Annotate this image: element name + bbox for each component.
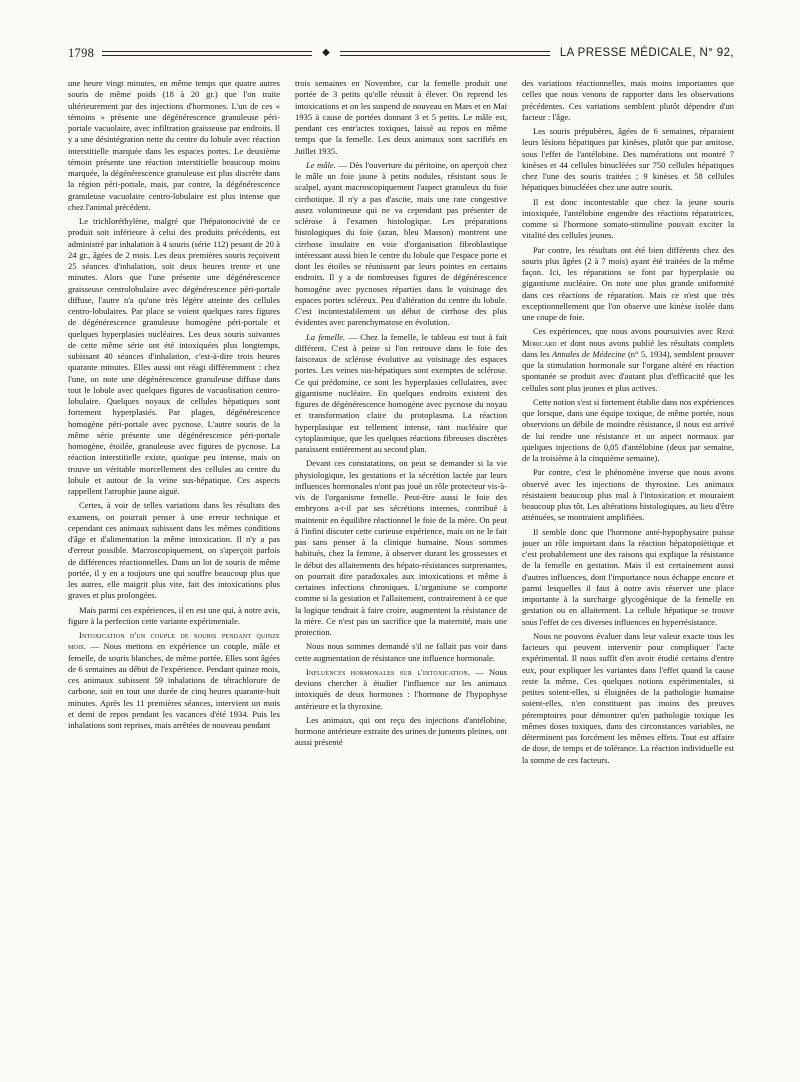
paragraph xyxy=(295,667,507,712)
paragraph-text: — Nous devions chercher à étudier l'influence sur les animaux intoxiqués de deux hormones : l'hormone de l'hypophyse antérieure et la thyroxine. xyxy=(295,666,507,711)
paragraph xyxy=(68,630,280,731)
column-right xyxy=(522,78,734,1068)
paragraph: Devant ces constatations, on peut se demander si la vie physiologique, les gestations et la sécrétion lactée par leurs influences hormonales n'ont pas joué un rôle protecteur vis-à-vis de l'organisme femelle. Peut-être aussi le foie des embryons a-t-il par ses sécrétions internes, contribué à maintenir en équilibre réactionnel le foie de la mère. On peut à l'infini discuter cette curieuse expérience, mais on ne le fait pas sans penser à la clinique humaine. Nous sommes habitués, chez la femme, à observer durant les grossesses et le début des allaitements des hépato-résistances surprenantes, on pourrait dire paradoxales aux intoxications et même à certaines infections chroniques. L'organisme se comporte comme si la gestation et l'allaitement, contrairement à ce que la logique tendrait à faire croire, augmentent la résistance de la mère. Ce n'est pas un sacrifice que la maternité, mais une protection. xyxy=(295,458,507,637)
paragraph: Le trichloréthylène, malgré que l'hépatonocivité de ce produit soit inférieure à celui des produits précédents, est administré par inhalation à 4 souris (série 112) pesant de 20 à 24 gr., âgées de 2 mois. Les deux premières souris reçoivent 25 séances d'inhalation, soit deux heures trente et une minutes. Alors que l'une présente une dégénérescence graisseuse centrolobulaire avec dégénérescence péri-portale diffuse, l'autre n'a qu'une très légère atteinte des cellules centro-lobulaires. Par place se voient quelques rares figures de dégénérescence granuleuse homogène péri-portale et quelques hyperplasies nucléaires. Les deux souris suivantes de cette même série ont été intoxiquées plus longtemps, subissant 40 séances d'inhalation, c'est-à-dire trois heures quarante minutes. Elles aussi ont réagi différemment : chez l'une, on note une dégénérescence granuleuse diffuse dans tout le lobule avec quelques figures de vacuolisation centro-lobulaire. Quelques noyaux de cellules hépatiques sont fortement hyperplasiés. Par plages, dégénérescence homogène péri-portale avec pycnose. L'autre souris de la même série présente une dégénérescence péri-portale homogène, étoilée, granuleuse avec figures de pycnose. La réaction interstitielle existe, quoique peu intense, mais on trouve un véritable morcellement des cellules au centre du lobule et autour de la veine sus-hépatique. Ces aspects rappellent l'atrophie jaune aiguë. xyxy=(68,216,280,496)
paragraph-text: — Chez la femelle, le tableau est tout à fait différent. C'est à peine si l'on retrouve dans le foie des faisceaux de sclérose évolutive au voisinage des espaces portes. Les veines sus-hépatiques sont exemptes de sclérose. Ce qui prédomine, ce sont les hyperplasies cellulaires, avec gigantisme nucléaire. En quelques endroits existent des figures de dégénérescence homogène avec pycnose du noyau et transformation claire du protoplasma. La réaction hyperplasique est tellement intense, tant nucléaire que cytoplasmique, que les quelques réactions fibreuses discrètes paraissent entièrement au second plan. xyxy=(295,331,507,454)
section-lead: Intoxication d'un couple de souris pendant quinze mois. xyxy=(68,630,280,652)
header-rule-right xyxy=(340,51,550,56)
paragraph: une heure vingt minutes, en même temps que quatre autres souris de même poids (18 à 20 gr.) que l'on traite ultérieurement par des injections d'hormones. L'un de ces « témoins » présente une dégénérescence granuleuse péri-portale vacuolaire, avec infiltration graisseuse par endroits. Il y a une désintégration nette du centre du lobule avec réaction interstitielle marquée dans les espaces portes. Le deuxième témoin présente une réaction interstitielle beaucoup moins marquée, la dégénérescence granuleuse est plus discrète dans la région péri-portale, mais, par contre, la dégénérescence granuleuse vacuolaire centro-lobulaire est plus intense que chez l'animal précédent. xyxy=(68,78,280,212)
section-lead: Influences hormonales sur l'intoxication. xyxy=(306,666,471,677)
page-number: 1798 xyxy=(68,45,95,60)
header-rule-left xyxy=(102,51,312,56)
journal-title: LA PRESSE MÉDICALE, N° 92, xyxy=(559,47,734,59)
paragraph: Il semble donc que l'hormone anté-hypophysaire puisse jouer un rôle important dans la réaction hépatopoïétique et c'est probablement une des raisons qui explique la résistance de la femelle en gestation. Mais il est certainement aussi d'autres influences, dont l'importance nous échappe encore et parmi lesquelles il faut à notre avis réserver une place importante à la surcharge glycogénique de la femelle en gestation ou en allaitement. La cellule hépatique se trouve sous l'effet de ces diverses influences en hyperrésistance. xyxy=(522,526,734,627)
section-lead: La femelle. xyxy=(306,331,346,342)
paragraph: Les animaux, qui ont reçu des injections d'antélobine, hormone antérieure extraite des urines de juments pleines, ont aussi présenté xyxy=(295,714,507,748)
paragraph: Par contre, les résultats ont été bien différents chez des souris plus âgées (2 à 7 mois) ayant été traitées de la même façon. Ici, les réparations se font par hyperplasie ou gigantisme nucléaire. On note une plus grande uniformité dans ces réactions de réparation. Mais ce n'est que très exceptionnellement que l'on observe une kinèse isolée dans une coupe de foie. xyxy=(522,244,734,322)
paragraph xyxy=(295,332,507,456)
paragraph: Nous ne pouvons évaluer dans leur valeur exacte tous les facteurs qui peuvent intervenir pour compliquer l'acte expérimental. Il nous suffit d'en avoir étudié certains d'entre eux, pour expliquer les variantes dans l'effet quand la cause reste la même. Ces quelques notions expérimentales, si petites soient-elles, si éloignées de la pathologie humaine soient-elles, n'en constituent pas moins des preuves péremptoires pour démontrer qu'en pathologie toxique les mêmes doses toxiques, dans des circonstances variables, ne déterminent pas forcément les mêmes effets. Tout est affaire de dose, de temps et de tolérance. La réaction individuelle est la somme de ces facteurs. xyxy=(522,630,734,765)
paragraph: Il est donc incontestable que chez la jeune souris intoxiquée, l'antélobine engendre des réactions réparatrices, comme si l'hormone somato-stimuline pouvait exciter la vitalité des cellules jeunes. xyxy=(522,196,734,241)
paragraph-text: et dont nous avons publié les résultats complets dans les xyxy=(522,337,734,359)
paragraph: Par contre, c'est le phénomène inverse que nous avons observé avec les injections de thyroxine. Les animaux résistaient beaucoup plus mal à l'intoxication et mouraient beaucoup plus tôt. Les altérations histologiques, au lieu d'être atténuées, se montraient amplifiées. xyxy=(522,467,734,523)
paragraph-text: (n° 5, 1934), semblent prouver que la stimulation hormonale sur l'organe altéré en réaction spontanée se produit avec d'autant plus d'efficacité que les cellules sont plus jeunes et plus actives. xyxy=(522,348,734,393)
paragraph xyxy=(522,326,734,394)
paragraph: Mais parmi ces expériences, il en est une qui, à notre avis, figure à la perfection cette variante expérimentale. xyxy=(68,604,280,626)
column-left xyxy=(68,78,280,1068)
paragraph-text: — Dès l'ouverture du péritoine, on aperçoit chez le mâle un foie jaune à petits nodules, résistant sous le scalpel, ayant macroscopiquement l'aspect granuleux du foie cirrhotique. Il n'y a pas d'ascite, mais une rate congestive assez volumineuse qui ne va cependant pas présenter de sclérose à l'examen histologique. Les préparations histologiques du foie (azan, bleu Masson) montrent une cirrhose insulaire en voie d'organisation fibroblastique intéressant aussi bien le centre du lobule que l'espace porte et dont les étoiles se réunissent par leurs pointes en certains endroits. Il y a de nombreuses figures de dégénérescence homogène avec pycnoses réparties dans le voisinage des espaces portes scléreux. Peu d'altération du centre du lobule. C'est incontestablement un début de cirrhose des plus évidentes avec parenchymatose en évolution. xyxy=(295,159,507,328)
author-name: René Moricard xyxy=(522,326,734,348)
paragraph: trois semaines en Novembre, car la femelle produit une portée de 3 petits qu'elle réussit à élever. On reprend les intoxications et on les suspend de nouveau en Mars et en Mai 1935 à cause de portées donnant 3 et 5 petits. Le mâle est, pendant ces entr'actes toxiques, laissé au repos en même temps que la femelle. Les deux animaux sont sacrifiés en Juillet 1935. xyxy=(295,78,507,156)
paragraph: Cette notion s'est si fortement établie dans nos expériences que lorsque, dans une équipe toxique, de même portée, nous observions un débile de moindre résistance, il nous est arrivé de lui rendre une résistance et un aspect normaux par quelques injections de 0,05 d'antélobine (deux par semaine, de la troisième à la cinquième semaine). xyxy=(522,396,734,463)
paragraph-text: Ces expériences, que nous avons poursuivies avec xyxy=(533,326,717,337)
paragraph: des variations réactionnelles, mais moins importantes que celles que nous venons de rapporter dans les observations précédentes. Ces variations semblent plutôt dépendre d'un facteur : l'âge. xyxy=(522,78,734,122)
paragraph xyxy=(295,160,507,329)
diamond-icon: ◆ xyxy=(322,47,330,58)
section-lead: Le mâle. xyxy=(306,159,336,170)
paragraph-text: — Nous mettons en expérience un couple, mâle et femelle, de souris blanches, de même portée. Elles sont âgées de 6 semaines au début de l'expérience. Pendant quinze mois, ces animaux subissent 59 inhalations de tétrachlorure de carbone, soit en tout une durée de cinq heures quarante-huit minutes. Après les 11 premières séances, intervient un mois et demi de repos pendant les vacances d'été 1934. Puis les inhalations sont reprises, mais arrêtées de nouveau pendant xyxy=(68,641,280,730)
paragraph: Les souris prépubères, âgées de 6 semaines, réparaient leurs lésions hépatiques par kinèses, plutôt que par amitose, sous l'effet de l'antélobine. Des numérations ont montré 7 kinèses et 44 cellules binucléées sur 750 cellules hépatiques chez l'une des souris traitées ; 9 kinèses et 58 cellules hépatiques binucléées chez une autre souris. xyxy=(522,126,734,193)
article-body xyxy=(68,78,734,1068)
paragraph: Nous nous sommes demandé s'il ne fallait pas voir dans cette augmentation de résistance une influence hormonale. xyxy=(295,641,507,663)
journal-reference: Annales de Médecine xyxy=(551,348,626,359)
paragraph: Certes, à voir de telles variations dans les résultats des examens, on pourrait penser à une erreur technique et cependant ces animaux subissent dans les mêmes conditions d'âge et d'alimentation la même intoxication. Il n'y a pas d'erreur possible. Macroscopiquement, on s'aperçoit parfois de différences réactionnelles. Dans un lot de souris de même portée, il y en a toujours une qui souffre beaucoup plus que les autres, elle maigrit plus vite, fait des intoxications plus graves et plus prolongées. xyxy=(68,500,280,601)
running-header xyxy=(68,44,734,62)
column-middle xyxy=(295,78,507,1068)
